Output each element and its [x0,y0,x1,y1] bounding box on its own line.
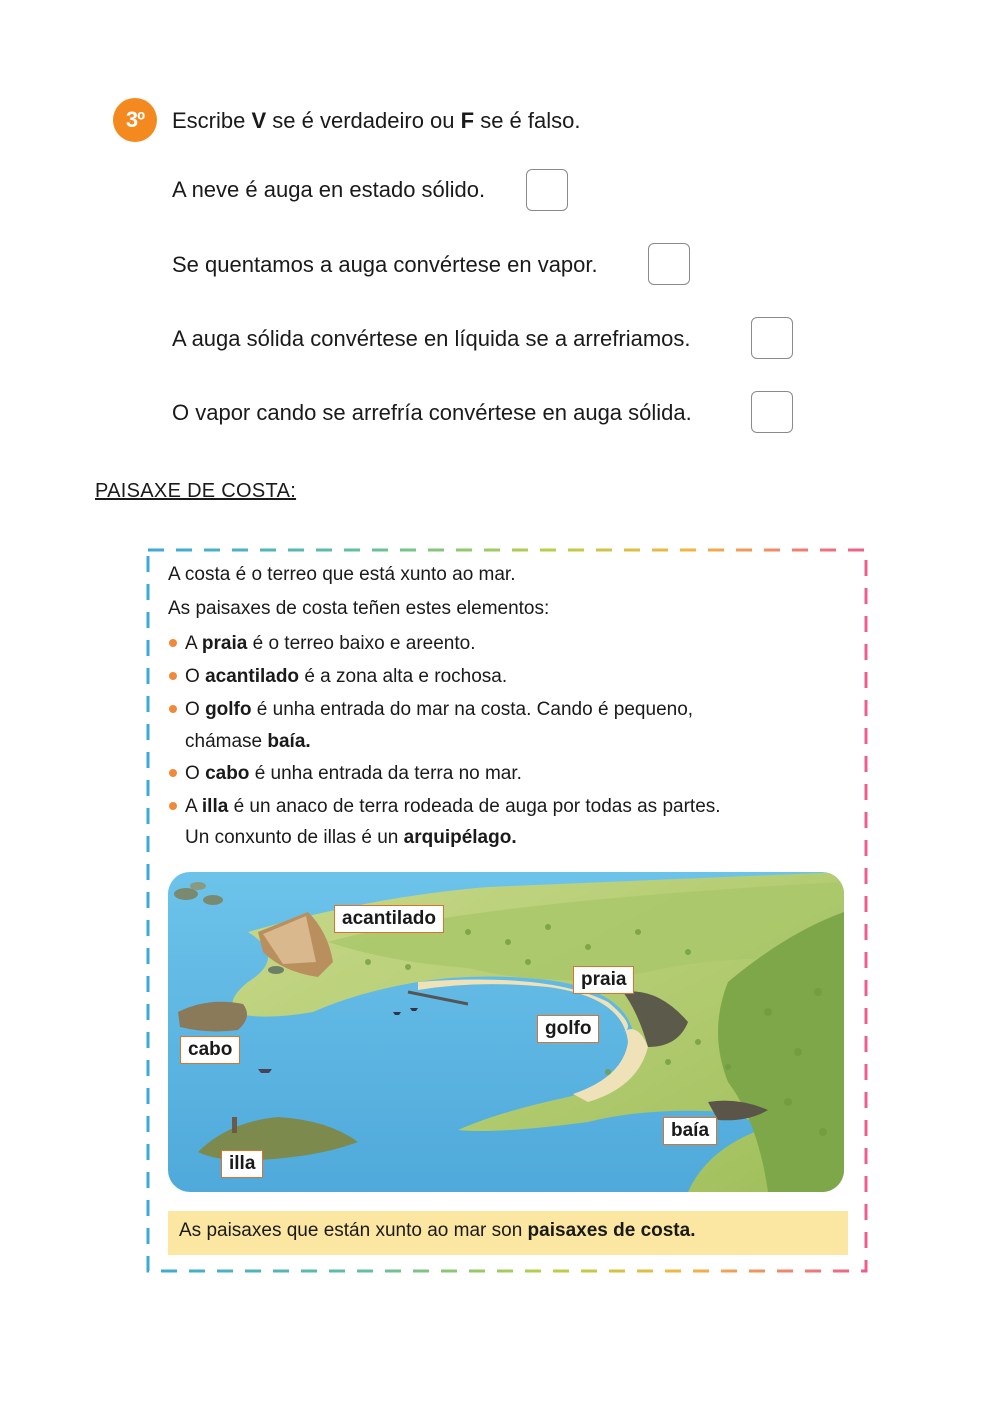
statement-4: O vapor cando se arrefría convértese en auga sólida. [172,400,692,425]
bullet-acantilado: O acantilado é a zona alta e rochosa. [185,666,508,687]
section-title: PAISAXE DE COSTA: [95,480,297,502]
answer-box-2[interactable] [648,243,690,285]
answer-box-4[interactable] [751,391,793,433]
bullet-golfo-continuation: chámase baía. [185,731,311,752]
statement-1: A neve é auga en estado sólido. [172,177,486,202]
label-acantilado: acantilado [334,905,444,933]
bullet-illa-continuation: Un conxunto de illas é un arquipélago. [185,827,517,848]
label-baia: baía [663,1117,717,1145]
info-line-2: As paisaxes de costa teñen estes elementos: [168,598,550,619]
summary-box: As paisaxes que están xunto ao mar son paisaxes de costa. [168,1211,848,1255]
label-cabo: cabo [180,1036,240,1064]
bullet-dot [169,705,177,713]
statement-3: A auga sólida convértese en líquida se a arrefriamos. [172,326,691,351]
bullet-praia: A praia é o terreo baixo e areento. [185,633,476,654]
bullet-dot [169,769,177,777]
bullet-dot [169,639,177,647]
info-line-1: A costa é o terreo que está xunto ao mar. [168,564,516,585]
coastal-landscape-illustration [168,872,844,1192]
label-illa: illa [221,1150,263,1178]
exercise-instruction: Escribe V se é verdadeiro ou F se é falso. [172,108,581,133]
bullet-golfo: O golfo é unha entrada do mar na costa. Cando é pequeno, [185,699,694,720]
exercise-number-badge: 3º [113,98,157,142]
label-golfo: golfo [537,1015,599,1043]
bullet-illa: A illa é un anaco de terra rodeada de auga por todas as partes. [185,796,721,817]
bullet-cabo: O cabo é unha entrada da terra no mar. [185,763,522,784]
answer-box-3[interactable] [751,317,793,359]
label-praia: praia [573,966,634,994]
answer-box-1[interactable] [526,169,568,211]
bullet-dot [169,672,177,680]
statement-2: Se quentamos a auga convértese en vapor. [172,252,598,277]
bullet-dot [169,802,177,810]
